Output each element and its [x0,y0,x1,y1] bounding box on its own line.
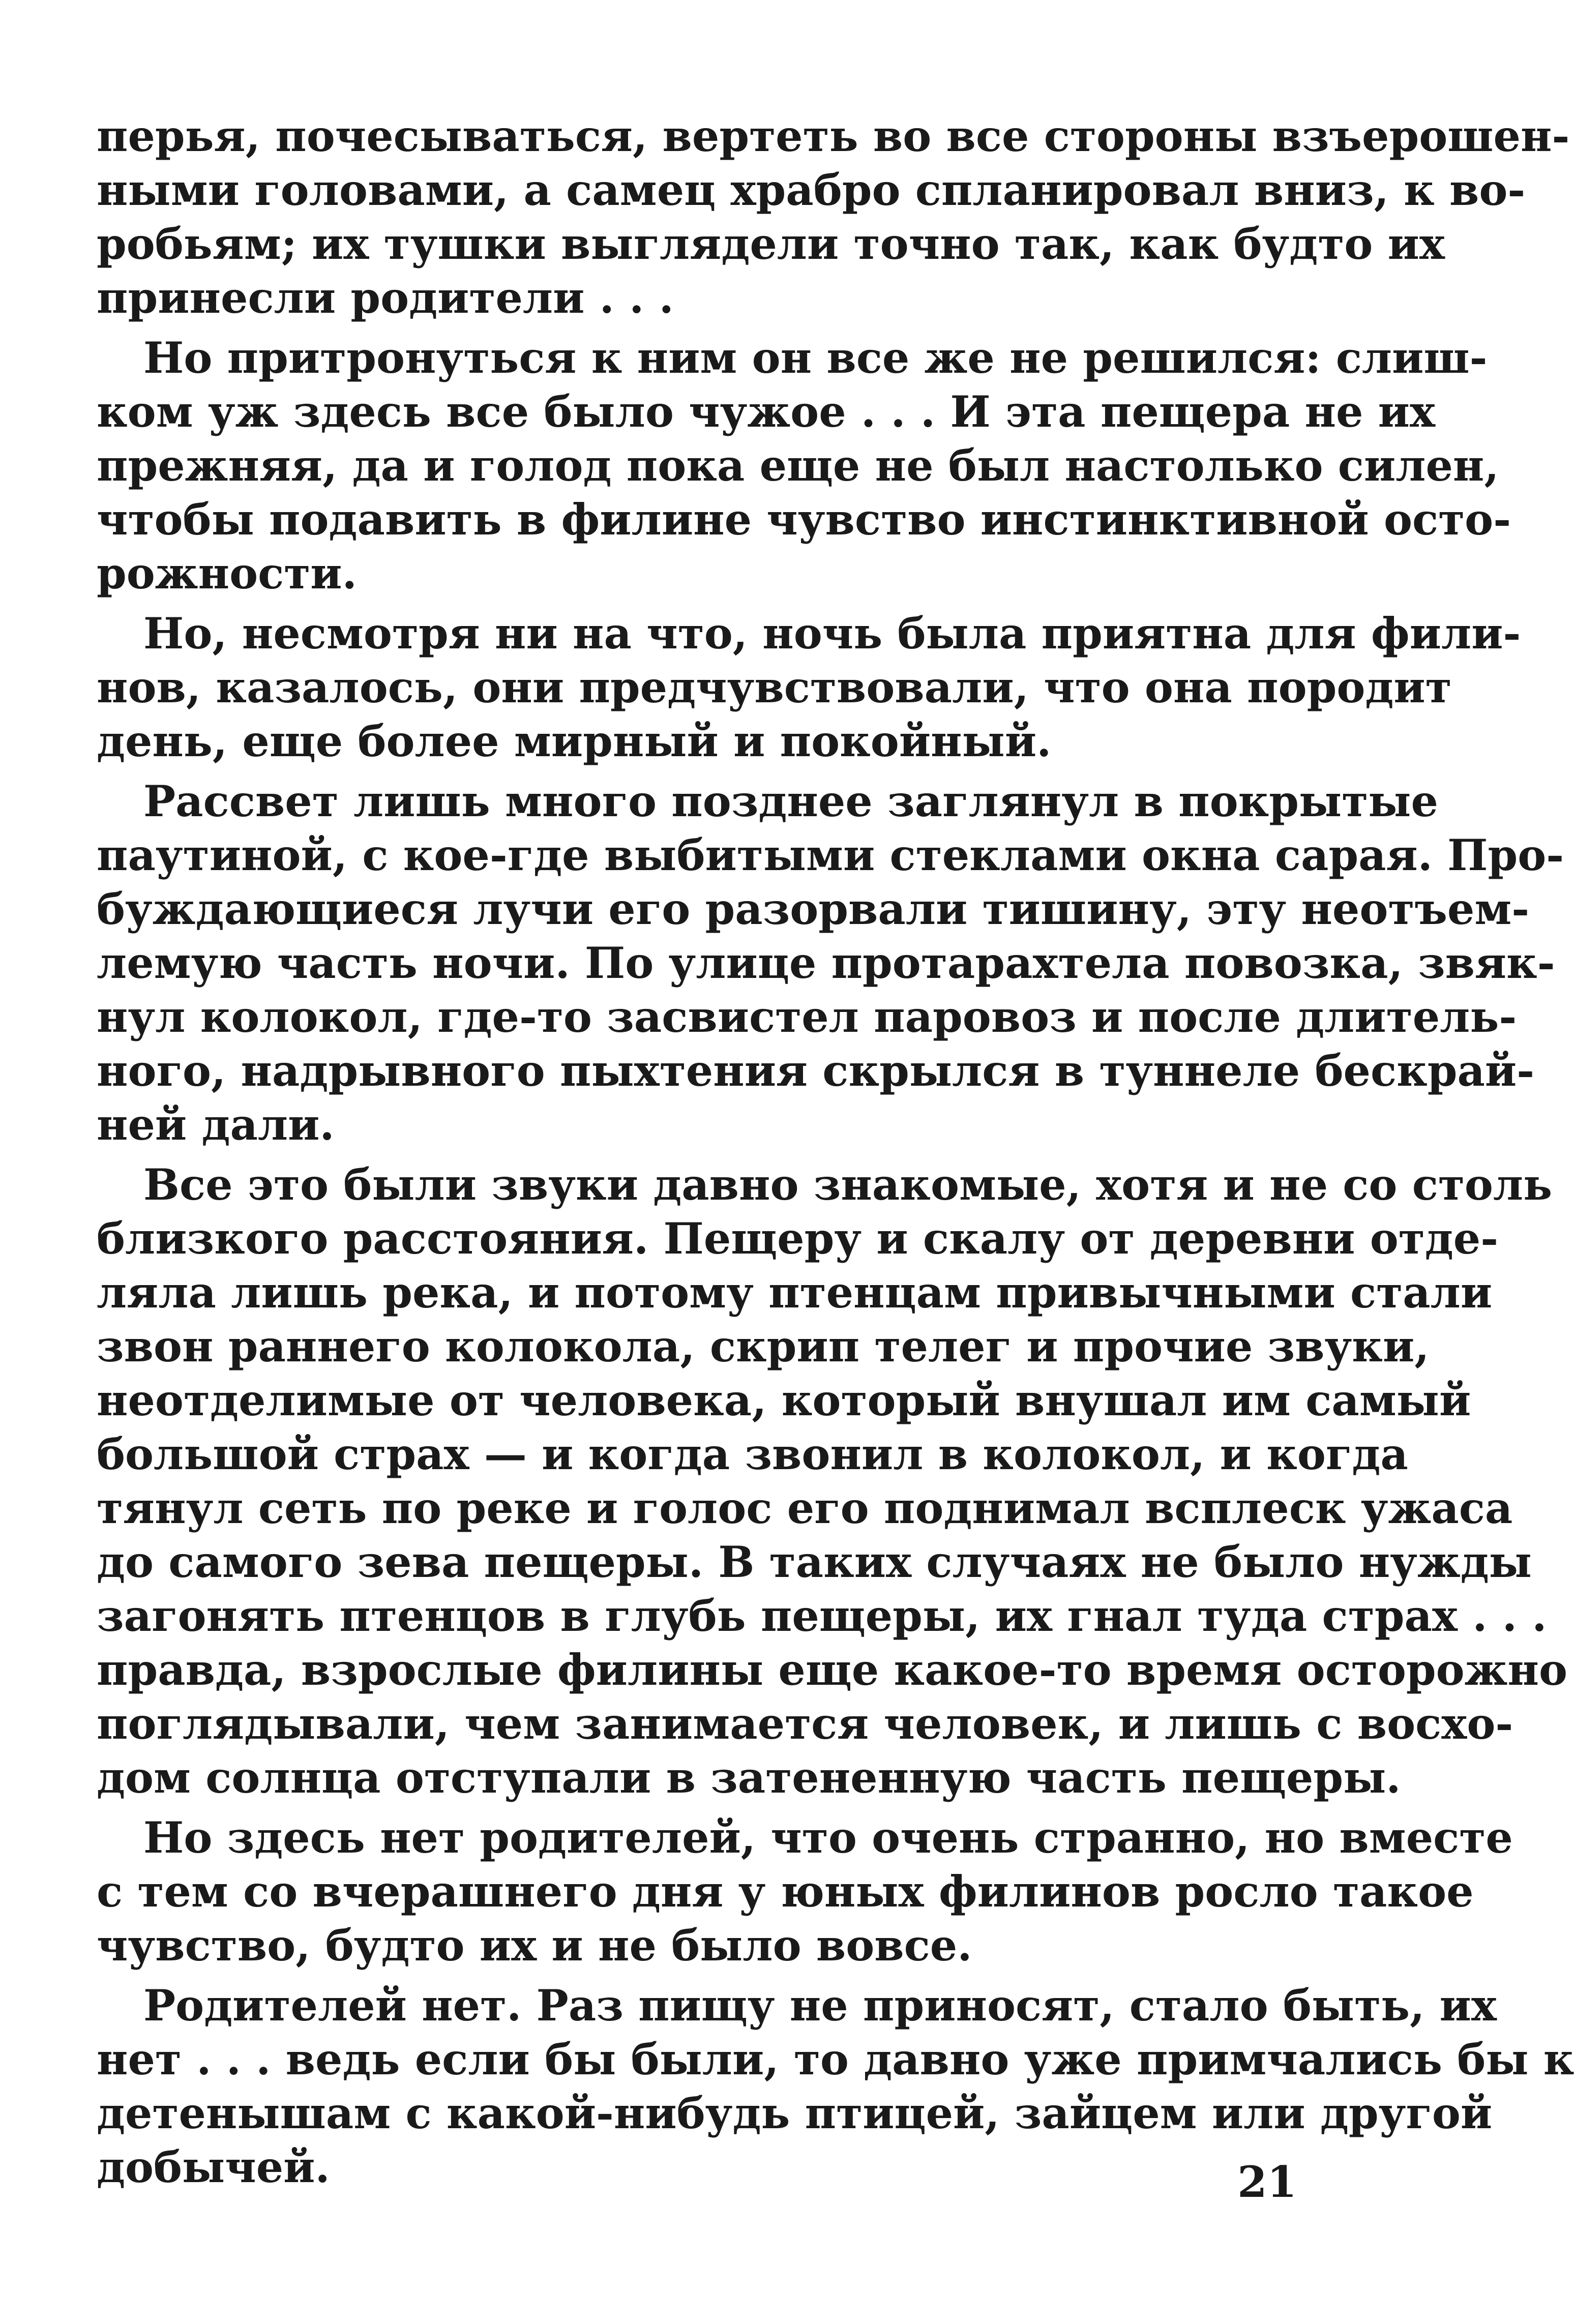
text-line: неотделимые от человека, который внушал им самый [97,1375,1471,1425]
text-line: Рассвет лишь много позднее заглянул в покрытые [143,776,1438,826]
text-line: ней дали. [97,1099,335,1150]
text-line: до самого зева пещеры. В таких случаях не было нужды [97,1537,1532,1587]
page-number: 21 [1237,2157,1297,2207]
paragraph-gap [97,1805,1297,1811]
text-line: ляла лишь река, и потому птенцам привычными стали [97,1267,1493,1318]
text-line: Но, несмотря ни на что, ночь была приятна для фили- [143,608,1521,659]
text-line: добычей. [97,2142,330,2192]
paragraph [97,774,1564,1152]
text-line: лемую часть ночи. По улице протарахтела повозка, звяк- [97,938,1555,988]
text-line: нет . . . ведь если бы были, то давно уже примчались бы к [97,2034,1574,2084]
text-line: дом солнца отступали в затененную часть пещеры. [97,1752,1401,1803]
text-line: ком уж здесь все было чужое . . . И эта пещера не их [97,386,1436,437]
text-line: робьям; их тушки выглядели точно так, как будто их [97,219,1445,269]
text-line: рожности. [97,548,357,599]
text-line: большой страх — и когда звонил в колокол, и когда [97,1429,1408,1479]
text-line: перья, почесываться, вертеть во все стороны взъерошен- [97,111,1570,161]
text-line: чувство, будто их и не было вовсе. [97,1920,972,1971]
paragraph-gap [97,768,1297,774]
body-text [97,109,1574,2194]
text-line: Но здесь нет родителей, что очень странно, но вместе [143,1812,1513,1863]
text-line: детенышам с какой-нибудь птицей, зайцем или другой [97,2088,1493,2138]
text-line: прежняя, да и голод пока еще не был настолько силен, [97,440,1499,491]
text-line: Родителей нет. Раз пищу не приносят, стало быть, их [143,1980,1497,2031]
paragraph [97,1979,1574,2194]
text-line: паутиной, с кое-где выбитыми стеклами окна сарая. Про- [97,830,1564,880]
text-line: буждающиеся лучи его разорвали тишину, эту неотъем- [97,884,1530,934]
paragraph-gap [97,601,1297,607]
paragraph-gap [97,325,1297,331]
paragraph [97,331,1511,601]
text-line: принесли родители . . . [97,273,674,323]
text-line: ного, надрывного пыхтения скрылся в туннеле бескрай- [97,1046,1535,1096]
text-line: тянул сеть по реке и голос его поднимал всплеск ужаса [97,1483,1513,1533]
paragraph [97,109,1570,325]
paragraph [97,607,1521,768]
text-line: день, еще более мирный и покойный. [97,716,1052,766]
text-line: загонять птенцов в глубь пещеры, их гнал туда страх . . . [97,1591,1547,1641]
text-line: правда, взрослые филины еще какое-то время осторожно [97,1645,1568,1695]
text-line: нул колокол, где-то засвистел паровоз и после длитель- [97,992,1517,1042]
paragraph [97,1158,1568,1805]
paragraph [97,1811,1513,1973]
text-line: близкого расстояния. Пещеру и скалу от деревни отде- [97,1213,1499,1264]
text-line: Все это были звуки давно знакомые, хотя и не со столь [143,1159,1553,1210]
text-line: звон раннего колокола, скрип телег и прочие звуки, [97,1321,1430,1372]
paragraph-gap [97,1973,1297,1979]
text-line: нов, казалось, они предчувствовали, что она породит [97,662,1452,712]
text-line: поглядывали, чем занимается человек, и лишь с восхо- [97,1699,1513,1749]
text-line: Но притронуться к ним он все же не решился: слиш- [143,333,1488,383]
text-line: ными головами, а самец храбро спланировал вниз, к во- [97,165,1526,215]
paragraph-gap [97,1152,1297,1158]
text-line: чтобы подавить в филине чувство инстинктивной осто- [97,494,1511,545]
text-line: с тем со вчерашнего дня у юных филинов росло такое [97,1866,1474,1917]
